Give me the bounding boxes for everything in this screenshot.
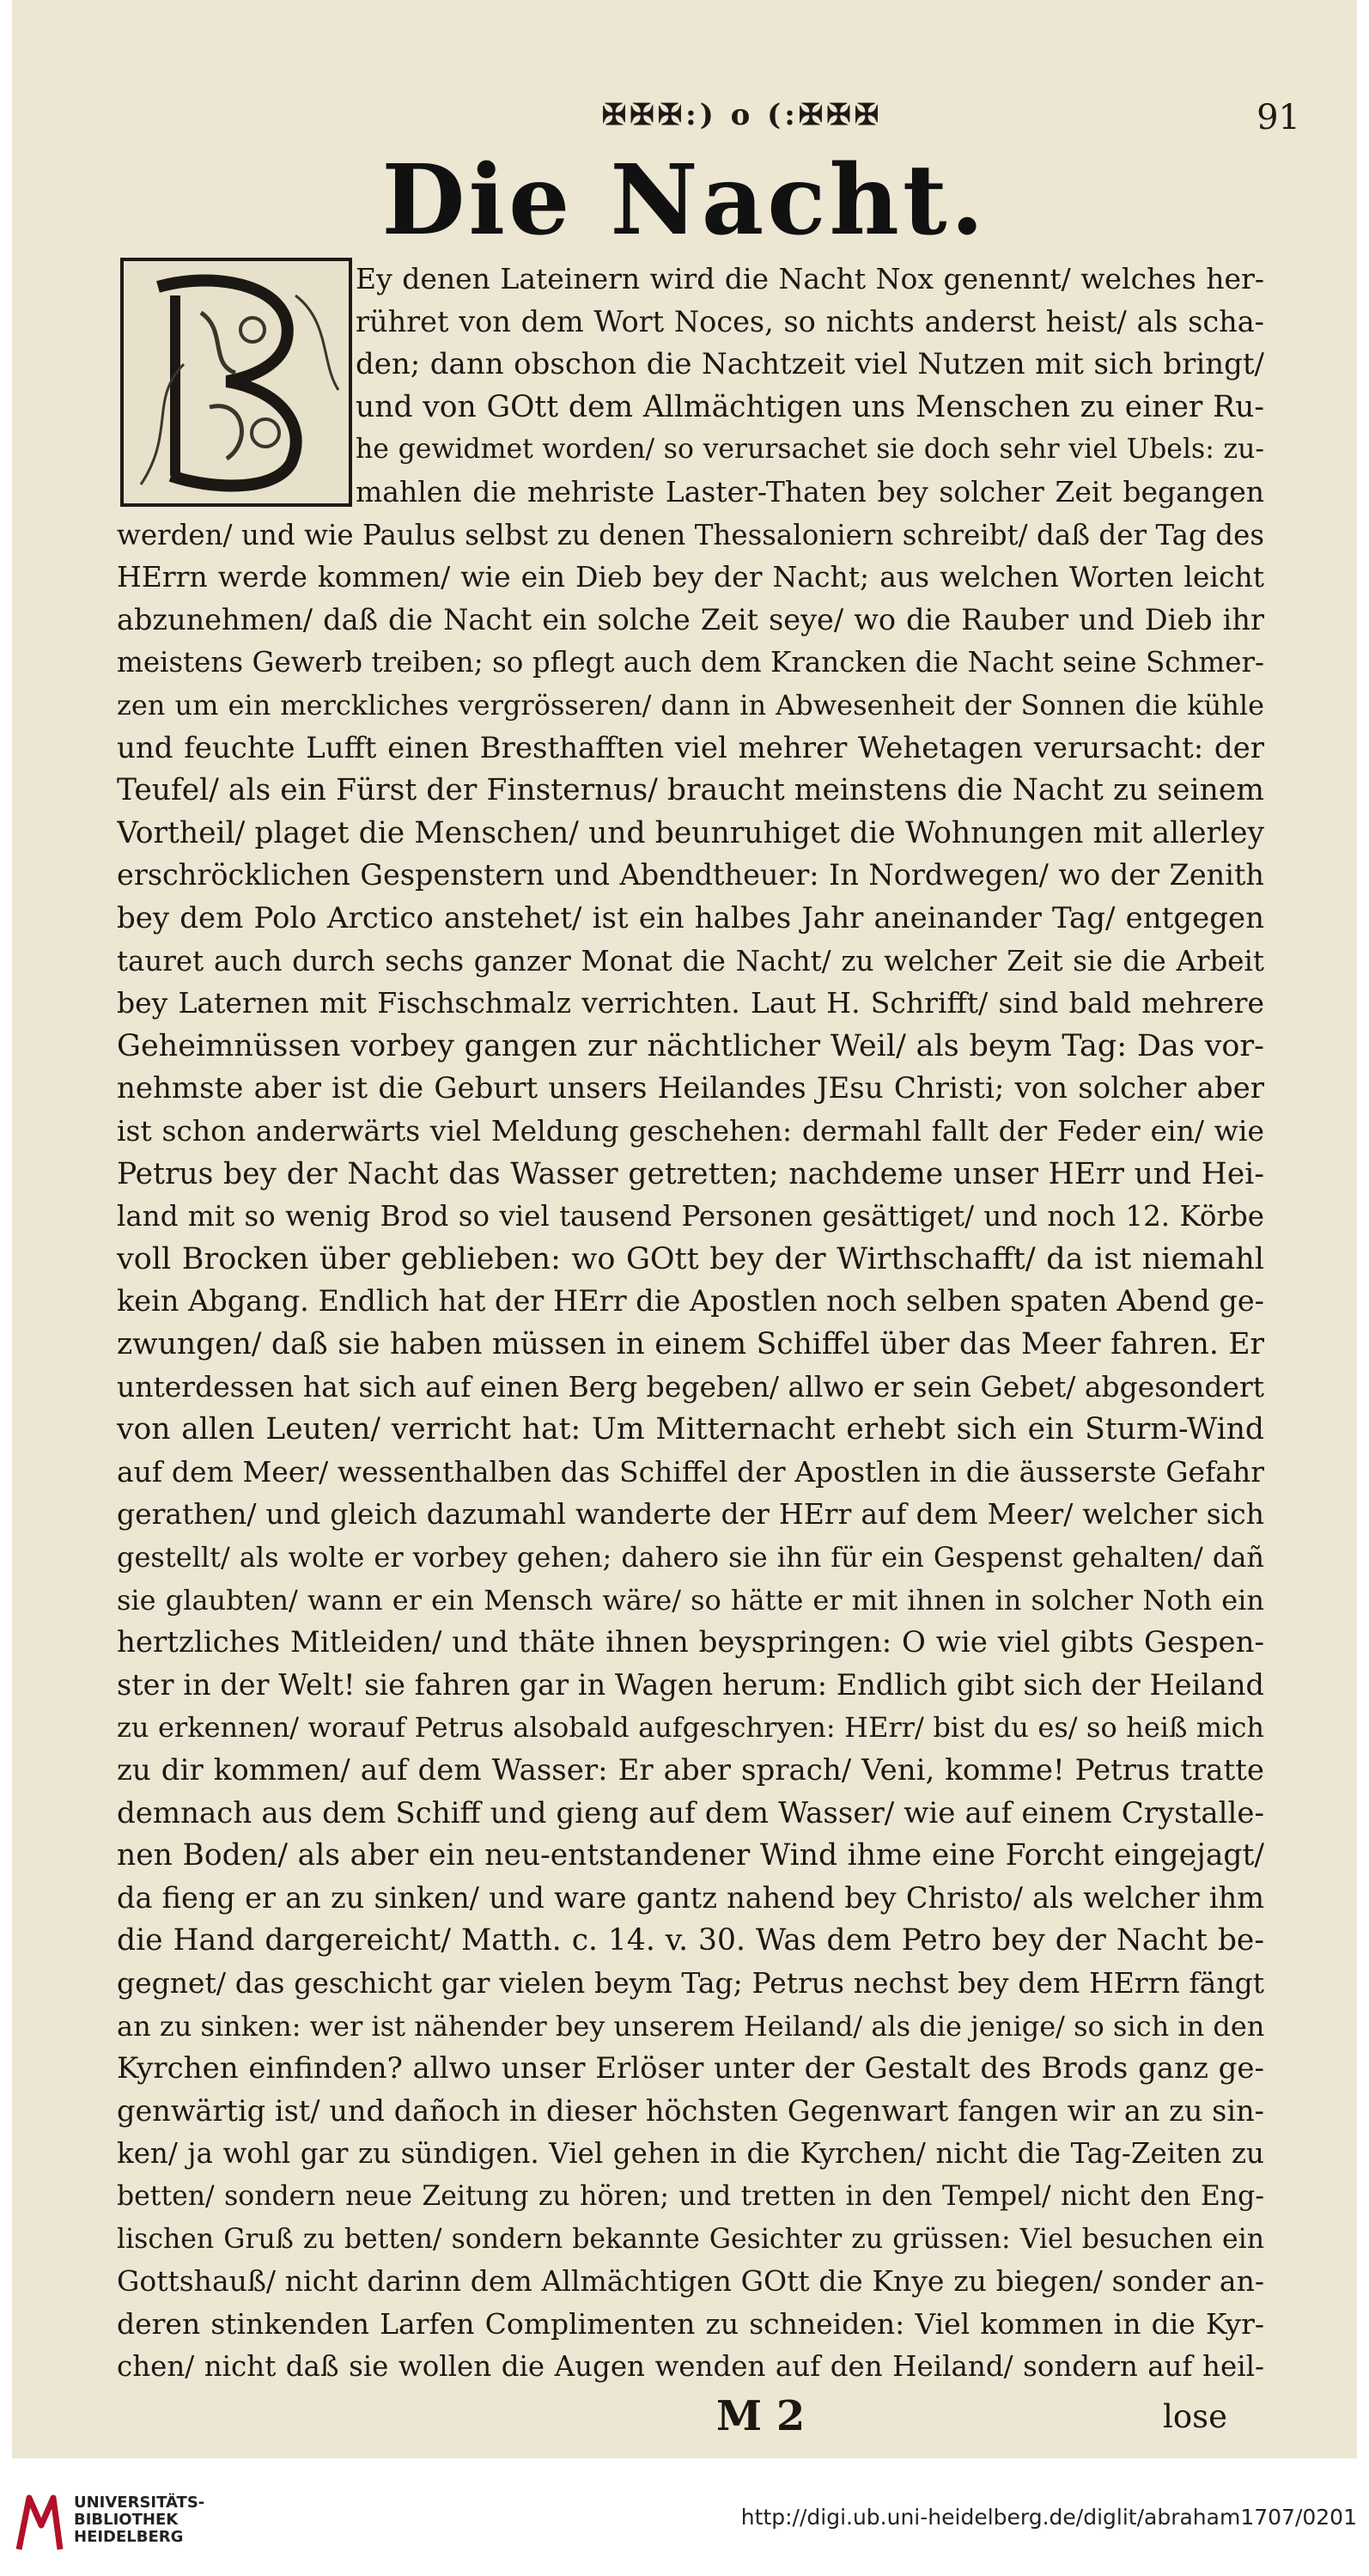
- text-line: tauret auch durch sechs ganzer Monat die Nacht/ zu welcher Zeit sie die Arbeit: [117, 944, 1264, 977]
- text-line: werden/ und wie Paulus selbst zu denen Thessaloniern schreibt/ daß der Tag des: [117, 518, 1264, 551]
- library-name-line3: HEIDELBERG: [74, 2528, 184, 2546]
- text-line: sie glaubten/ wann er ein Mensch wäre/ so hätte er mit ihnen in solcher Noth ein: [117, 1583, 1264, 1617]
- text-line: nehmste aber ist die Geburt unsers Heilandes JEsu Christi; von solcher aber: [117, 1071, 1264, 1106]
- text-line: erschröcklichen Gespenstern und Abendtheuer: In Nordwegen/ wo der Zenith: [117, 858, 1264, 892]
- library-name: [74, 2494, 204, 2546]
- text-line: gestellt/ als wolte er vorbey gehen; dahero sie ihn für ein Gespenst gehalten/ dañ: [117, 1541, 1264, 1574]
- text-line: an zu sinken: wer ist nähender bey unserem Heiland/ als die jenige/ so sich in den: [117, 2009, 1264, 2043]
- text-line: bey Laternen mit Fischschmalz verrichten. Laut H. Schrifft/ sind bald mehrere: [117, 986, 1264, 1020]
- scanned-page: [12, 0, 1357, 2458]
- text-line: und feuchte Lufft einen Bresthafften viel mehrer Wehetagen verursacht: der: [117, 730, 1264, 765]
- catchword: lose: [1163, 2398, 1227, 2435]
- text-line: da fieng er an zu sinken/ und ware gantz nahend bey Christo/ als welcher ihm: [117, 1880, 1264, 1915]
- header-ornament: ✠✠✠:) o (:✠✠✠: [601, 98, 883, 132]
- text-line: Ey denen Lateinern wird die Nacht Nox genennt/ welches her-: [356, 262, 1264, 295]
- text-line: chen/ nicht daß sie wollen die Augen wenden auf den Heiland/ sondern auf heil-: [117, 2350, 1264, 2384]
- text-line: land mit so wenig Brod so viel tausend Personen gesättiget/ und noch 12. Körbe: [117, 1200, 1264, 1233]
- text-line: zen um ein merckliches vergrösseren/ dann in Abwesenheit der Sonnen die kühle: [117, 689, 1264, 722]
- page-header: [115, 94, 1300, 146]
- text-line: von allen Leuten/ verricht hat: Um Mitternacht erhebt sich ein Sturm-Wind: [117, 1412, 1264, 1447]
- signature-mark: M 2: [716, 2392, 806, 2440]
- text-line: Teufel/ als ein Fürst der Finsternus/ braucht meinstens die Nacht zu seinem: [117, 773, 1264, 808]
- flourish-icon: [124, 261, 349, 503]
- text-line: den; dann obschon die Nachtzeit viel Nutzen mit sich bringt/: [356, 347, 1264, 382]
- library-logo-icon: [15, 2491, 64, 2553]
- page-number: 91: [1256, 98, 1300, 137]
- text-line: meistens Gewerb treiben; so pflegt auch dem Krancken die Nacht seine Schmer-: [117, 646, 1264, 679]
- text-line: zwungen/ daß sie haben müssen in einem Schiffel über das Meer fahren. Er: [117, 1327, 1264, 1361]
- text-line: ster in der Welt! sie fahren gar in Wagen herum: Endlich gibt sich der Heiland: [117, 1667, 1264, 1702]
- text-line: Vortheil/ plaget die Menschen/ und beunruhiget die Wohnungen mit allerley: [117, 815, 1264, 850]
- text-line: ken/ ja wohl gar zu sündigen. Viel gehen in die Kyrchen/ nicht die Tag-Zeiten zu: [117, 2137, 1264, 2171]
- text-line: Gottshauß/ nicht darinn dem Allmächtigen GOtt die Knye zu biegen/ sonder an-: [117, 2264, 1264, 2299]
- text-line: voll Brocken über geblieben: wo GOtt bey der Wirthschafft/ da ist niemahl: [117, 1241, 1264, 1276]
- text-line: zu dir kommen/ auf dem Wasser: Er aber sprach/ Veni, komme! Petrus tratte: [117, 1753, 1264, 1787]
- page-title: Die Nacht.: [381, 144, 988, 257]
- library-footer: [0, 2458, 1369, 2576]
- text-line: HErrn werde kommen/ wie ein Dieb bey der Nacht; aus welchen Worten leicht: [117, 560, 1264, 594]
- text-line: auf dem Meer/ wessenthalben das Schiffel der Apostlen in die äusserste Gefahr: [117, 1454, 1264, 1489]
- text-line: genwärtig ist/ und dañoch in dieser höchsten Gegenwart fangen wir an zu sin-: [117, 2093, 1264, 2128]
- library-name-line1: UNIVERSITÄTS-: [74, 2494, 205, 2512]
- text-line: deren stinkenden Larfen Complimenten zu schneiden: Viel kommen in die Kyr-: [117, 2306, 1264, 2341]
- decorated-initial-b: [120, 258, 352, 507]
- text-line: Petrus bey der Nacht das Wasser getretten; nachdeme unser HErr und Hei-: [117, 1156, 1264, 1191]
- text-line: Geheimnüssen vorbey gangen zur nächtlicher Weil/ als beym Tag: Das vor-: [117, 1028, 1264, 1063]
- text-line: rühret von dem Wort Noces, so nichts anderst heist/ als scha-: [356, 304, 1264, 338]
- text-line: hertzliches Mitleiden/ und thäte ihnen beyspringen: O wie viel gibts Gespen-: [117, 1625, 1264, 1660]
- text-line: bey dem Polo Arctico anstehet/ ist ein halbes Jahr aneinander Tag/ entgegen: [117, 901, 1264, 935]
- text-line: kein Abgang. Endlich hat der HErr die Apostlen noch selben spaten Abend ge-: [117, 1284, 1264, 1318]
- text-line: mahlen die mehriste Laster-Thaten bey solcher Zeit begangen: [356, 475, 1264, 509]
- text-line: gegnet/ das geschicht gar vielen beym Tag; Petrus nechst bey dem HErrn fängt: [117, 1966, 1264, 2000]
- text-line: abzunehmen/ daß die Nacht ein solche Zeit seye/ wo die Rauber und Dieb ihr: [117, 602, 1264, 636]
- text-line: unterdessen hat sich auf einen Berg begeben/ allwo er sein Gebet/ abgesondert: [117, 1369, 1264, 1404]
- text-line: he gewidmet worden/ so verursachet sie doch sehr viel Ubels: zu-: [356, 434, 1264, 466]
- text-line: die Hand dargereicht/ Matth. c. 14. v. 30. Was dem Petro bey der Nacht be-: [117, 1923, 1264, 1958]
- source-url[interactable]: http://digi.ub.uni-heidelberg.de/diglit/abraham1707/0201: [740, 2505, 1357, 2530]
- library-name-line2: BIBLIOTHEK: [74, 2511, 179, 2529]
- text-line: Kyrchen einfinden? allwo unser Erlöser unter der Gestalt des Brods ganz ge-: [117, 2051, 1264, 2086]
- text-line: demnach aus dem Schiff und gieng auf dem Wasser/ wie auf einem Crystalle-: [117, 1795, 1264, 1830]
- text-line: lischen Gruß zu betten/ sondern bekannte Gesichter zu grüssen: Viel besuchen ein: [117, 2223, 1264, 2255]
- text-line: betten/ sondern neue Zeitung zu hören; und tretten in den Tempel/ nicht den Eng-: [117, 2181, 1264, 2212]
- text-line: ist schon anderwärts viel Meldung geschehen: dermahl fallt der Feder ein/ wie: [117, 1114, 1264, 1148]
- text-line: und von GOtt dem Allmächtigen uns Menschen zu einer Ru-: [356, 389, 1264, 424]
- text-line: zu erkennen/ worauf Petrus alsobald aufgeschryen: HErr/ bist du es/ so heiß mich: [117, 1711, 1264, 1745]
- text-line: gerathen/ und gleich dazumahl wanderte der HErr auf dem Meer/ welcher sich: [117, 1497, 1264, 1532]
- text-line: nen Boden/ als aber ein neu-entstandener Wind ihme eine Forcht eingejagt/: [117, 1838, 1264, 1873]
